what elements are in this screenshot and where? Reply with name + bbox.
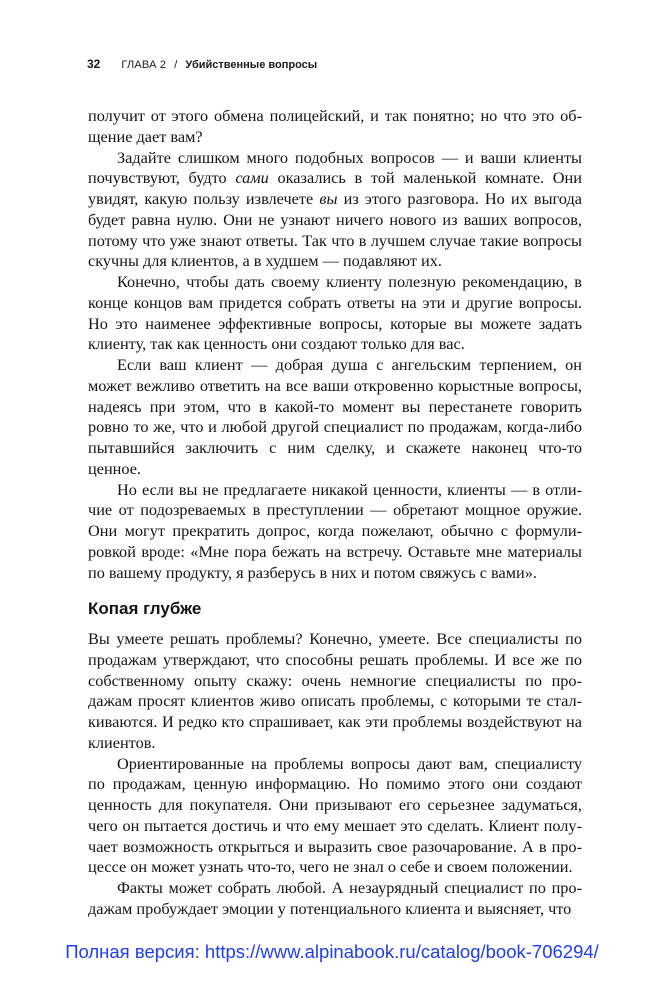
full-version-link[interactable]: Полная версия: https://www.alpinabook.ru/catalog/book-706294/ <box>65 941 599 962</box>
page-number: 32 <box>87 57 101 71</box>
running-header <box>87 57 317 71</box>
section-heading: Копая глубже <box>88 599 202 618</box>
chapter-title: Убийственные вопросы <box>185 59 318 71</box>
paragraph: Вы умеете решать проблемы? Конечно, умеете. Все специалисты по продажам утверждают, что способны решать проблемы. И все же по собственному опыту скажу: очень немногие специалисты по продажам просят клиентов живо описать проблемы, с которыми те сталкиваются. И редко кто спрашивает, как эти проблемы воздействуют на клиентов. <box>88 629 582 752</box>
body-text-section-1 <box>88 106 582 583</box>
paragraph: Ориентированные на проблемы вопросы дают вам, специалисту по продажам, ценную информацию. Но помимо этого они создают ценность для покупателя. Они призывают его серьезнее задуматься, чего он пытается достичь и что ему мешает это сделать. Клиент получает возможность открыться и выразить свое разочарование. А в процессе он может узнать что-то, чего не знал о себе и своем положении. <box>88 753 582 877</box>
paragraph: Факты может собрать любой. А незаурядный специалист по продажам пробуждает эмоции у потенциального клиента и выясняет, что <box>88 878 582 918</box>
paragraph: Но если вы не предлагаете никакой ценности, клиенты — в отличие от подозреваемых в преступлении — обретают мощное оружие. Они могут прекратить допрос, когда пожелают, обычно с формулировкой вроде: «Мне пора бежать на встречу. Оставьте мне материалы по вашему продукту, я разберусь в них и потом свяжусь с вами». <box>88 479 582 582</box>
body-text-section-2 <box>88 629 582 920</box>
paragraph: Если ваш клиент — добрая душа с ангельским терпением, он может вежливо ответить на все ваши откровенно корыстные вопросы, надеясь при этом, что в какой-то момент вы перестанете говорить ровно то же, что и любой другой специалист по продажам, когда-либо пытавшийся заключить с ним сделку, и скажете наконец что-то ценное. <box>88 355 582 478</box>
paragraph: Конечно, чтобы дать своему клиенту полезную рекомендацию, в конце концов вам придется собрать ответы на эти и другие вопросы. Но это наименее эффективные вопросы, которые вы можете задать клиенту, так как ценность они создают только для вас. <box>88 272 582 354</box>
paragraph: Задайте слишком много подобных вопросов — и ваши клиенты почувствуют, будто сами оказались в той маленькой комнате. Они увидят, какую пользу извлечете вы из этого разговора. Но их выгода будет равна нулю. Они не узнают ничего нового из ваших вопросов, потому что уже знают ответы. Так что в лучшем случае такие вопросы скучны для клиентов, а в худшем — подавляют их. <box>88 147 582 271</box>
paragraph: получит от этого обмена полицейский, и так понятно; но что это общение дает вам? <box>88 106 582 146</box>
chapter-label: ГЛАВА 2 <box>121 59 167 71</box>
header-separator: / <box>174 59 178 71</box>
full-version-footer <box>0 941 664 963</box>
